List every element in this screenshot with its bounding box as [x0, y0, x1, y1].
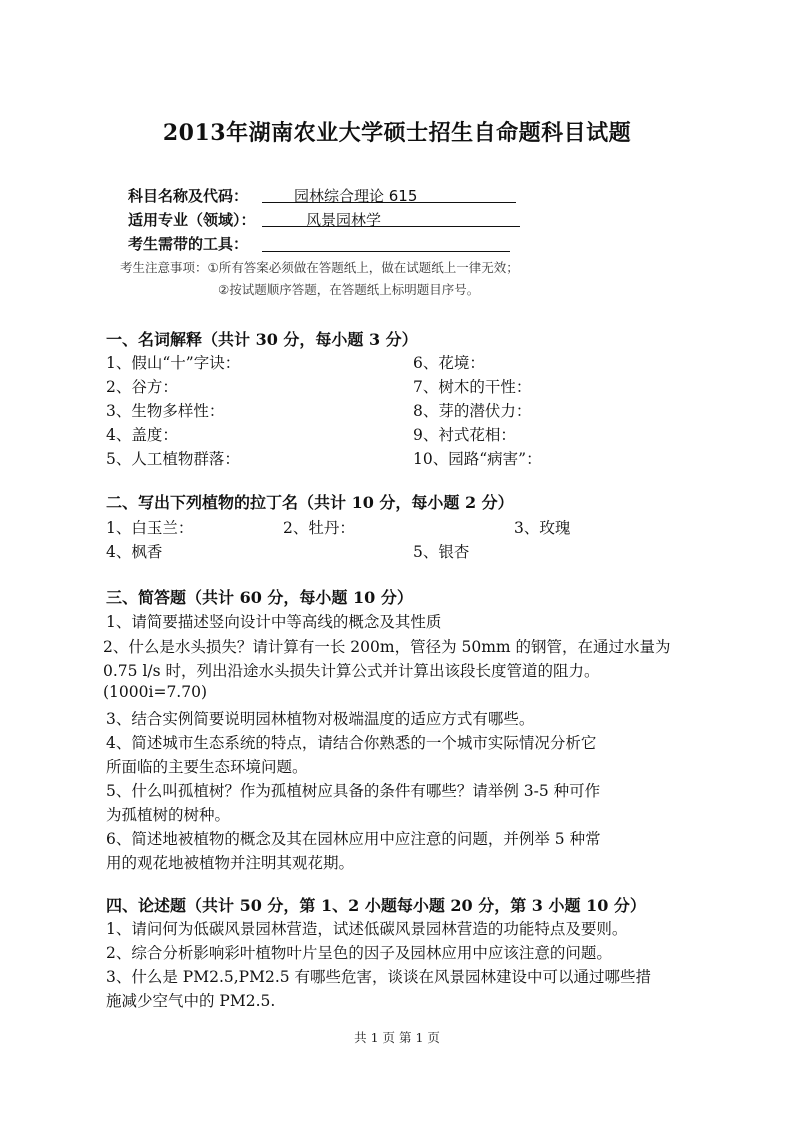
question-item: 5、银杏 [413, 543, 470, 561]
question-line: 所面临的主要生态环境问题。 [106, 758, 308, 776]
section-heading: 二、写出下列植物的拉丁名（共计 10 分，每小题 2 分） [106, 493, 514, 512]
question-line: 4、简述城市生态系统的特点，请结合你熟悉的一个城市实际情况分析它 [106, 734, 597, 752]
major-value: 风景园林学 [262, 209, 520, 227]
question-line: (1000i=7.70) [103, 683, 207, 701]
question-line: 用的观花地被植物并注明其观花期。 [106, 854, 355, 872]
question-line: 2、什么是水头损失？请计算有一长 200m，管径为 50mm 的钢管，在通过水量为 [103, 638, 671, 656]
question-item: 10、园路“病害”： [413, 450, 542, 468]
question-line: 施减少空气中的 PM2.5. [106, 992, 276, 1010]
tools-value [262, 233, 510, 252]
major-label: 适用专业（领域）： [128, 211, 256, 229]
question-item: 6、花境： [413, 354, 485, 372]
question-item: 3、玫瑰 [514, 519, 571, 537]
question-line: 2、综合分析影响彩叶植物叶片呈色的因子及园林应用中应该注意的问题。 [106, 944, 612, 962]
question-item: 2、谷方： [106, 378, 178, 396]
question-line: 6、简述地被植物的概念及其在园林应用中应注意的问题，并例举 5 种常 [106, 830, 601, 848]
question-line: 5、什么叫孤植树？作为孤植树应具备的条件有哪些？请举例 3-5 种可作 [106, 782, 601, 800]
question-item: 4、枫香 [106, 543, 163, 561]
question-item: 1、白玉兰： [106, 519, 194, 537]
notice-line-2: ②按试题顺序答题，在答题纸上标明题目序号。 [218, 282, 480, 297]
question-line: 1、请简要描述竖向设计中等高线的概念及其性质 [106, 613, 442, 631]
question-line: 3、结合实例简要说明园林植物对极端温度的适应方式有哪些。 [106, 710, 535, 728]
question-item: 9、衬式花相： [413, 426, 516, 444]
tools-label: 考生需带的工具： [128, 235, 249, 253]
question-item: 8、芽的潜伏力： [413, 402, 532, 420]
question-item: 2、牡丹： [283, 519, 355, 537]
section-heading: 三、简答题（共计 60 分，每小题 10 分） [106, 588, 413, 607]
question-item: 4、盖度： [106, 426, 178, 444]
question-line: 1、请问何为低碳风景园林营造，试述低碳风景园林营造的功能特点及要则。 [106, 920, 628, 938]
question-item: 7、树木的干性： [413, 378, 532, 396]
question-item: 5、人工植物群落： [106, 450, 240, 468]
question-line: 为孤植树的树种。 [106, 806, 231, 824]
question-line: 3、什么是 PM2.5,PM2.5 有哪些危害，谈谈在风景园林建设中可以通过哪些措 [106, 968, 652, 986]
page-footer: 共 1 页 第 1 页 [354, 1030, 440, 1045]
exam-title: 2013年湖南农业大学硕士招生自命题科目试题 [162, 120, 632, 146]
subject-label: 科目名称及代码： [128, 187, 249, 205]
subject-value: 园林综合理论 615 [262, 185, 516, 203]
question-item: 1、假山“十”字诀： [106, 354, 241, 372]
notice-line-1: 考生注意事项：①所有答案必须做在答题纸上，做在试题纸上一律无效； [120, 260, 519, 275]
question-line: 0.75 l/s 时，列出沿途水头损失计算公式并计算出该段长度管道的阻力。 [103, 662, 600, 680]
question-item: 3、生物多样性： [106, 402, 225, 420]
section-heading: 一、名词解释（共计 30 分，每小题 3 分） [106, 330, 418, 349]
section-heading: 四、论述题（共计 50 分，第 1、2 小题每小题 20 分，第 3 小题 10 分） [106, 896, 646, 915]
